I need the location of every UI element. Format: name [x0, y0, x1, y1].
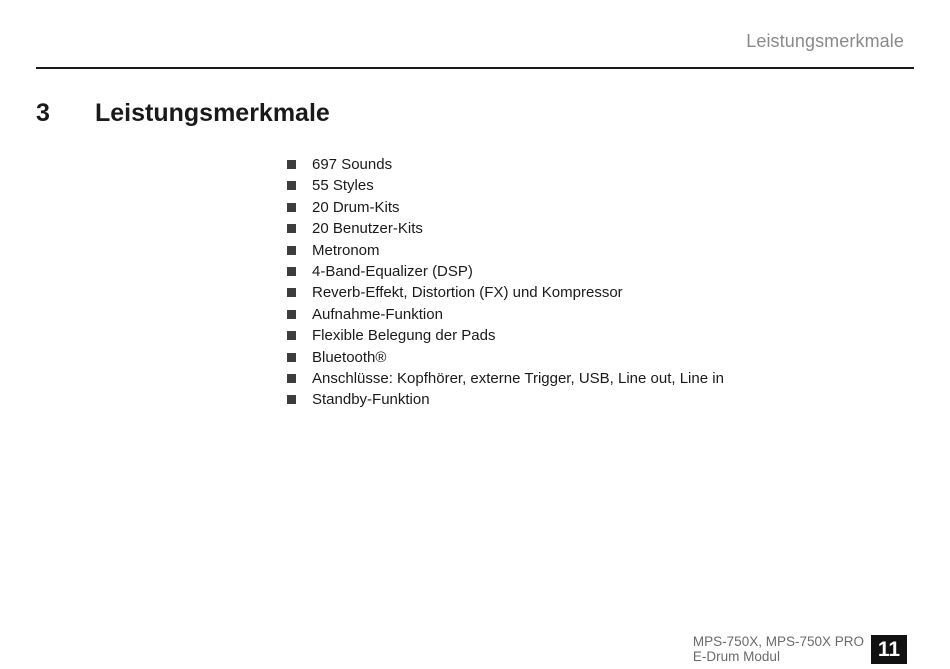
list-item	[285, 368, 724, 389]
list-item	[285, 261, 724, 282]
square-bullet-icon	[287, 224, 296, 233]
feature-text: 20 Benutzer-Kits	[312, 220, 423, 238]
square-bullet-icon	[287, 374, 296, 383]
footer-model-info	[693, 634, 864, 664]
feature-text: Metronom	[312, 241, 380, 259]
square-bullet-icon	[287, 395, 296, 404]
feature-text: Standby-Funktion	[312, 391, 430, 409]
footer-model-name: MPS-750X, MPS-750X PRO	[692, 634, 864, 649]
feature-text: 55 Styles	[312, 177, 374, 195]
list-item	[285, 389, 724, 410]
chapter-title: Leistungsmerkmale	[95, 99, 330, 127]
running-header-title: Leistungsmerkmale	[746, 31, 904, 51]
feature-list	[285, 154, 724, 411]
square-bullet-icon	[287, 267, 296, 276]
square-bullet-icon	[287, 353, 296, 362]
square-bullet-icon	[287, 203, 296, 212]
page-number: 11	[871, 635, 907, 664]
feature-text: Aufnahme-Funktion	[312, 305, 443, 323]
feature-text: 4-Band-Equalizer (DSP)	[312, 262, 473, 280]
list-item	[285, 347, 724, 368]
square-bullet-icon	[287, 181, 296, 190]
square-bullet-icon	[287, 246, 296, 255]
chapter-number: 3	[36, 99, 50, 127]
square-bullet-icon	[287, 288, 296, 297]
list-item	[285, 282, 724, 303]
footer-product-type: E-Drum Modul	[692, 649, 780, 664]
list-item	[285, 175, 724, 196]
list-item	[285, 218, 724, 239]
feature-text: Anschlüsse: Kopfhörer, externe Trigger, USB, Line out, Line in	[312, 369, 724, 387]
list-item	[285, 240, 724, 261]
feature-text: Flexible Belegung der Pads	[312, 327, 496, 345]
list-item	[285, 197, 724, 218]
feature-text: 20 Drum-Kits	[312, 198, 400, 216]
feature-text: Reverb-Effekt, Distortion (FX) und Kompressor	[312, 284, 623, 302]
chapter-heading	[36, 99, 330, 128]
square-bullet-icon	[287, 310, 296, 319]
feature-text: Bluetooth®	[312, 348, 387, 366]
square-bullet-icon	[287, 160, 296, 169]
list-item	[285, 154, 724, 175]
list-item	[285, 325, 724, 346]
feature-text: 697 Sounds	[312, 156, 393, 173]
list-item	[285, 304, 724, 325]
header-divider	[36, 67, 914, 69]
square-bullet-icon	[287, 331, 296, 340]
